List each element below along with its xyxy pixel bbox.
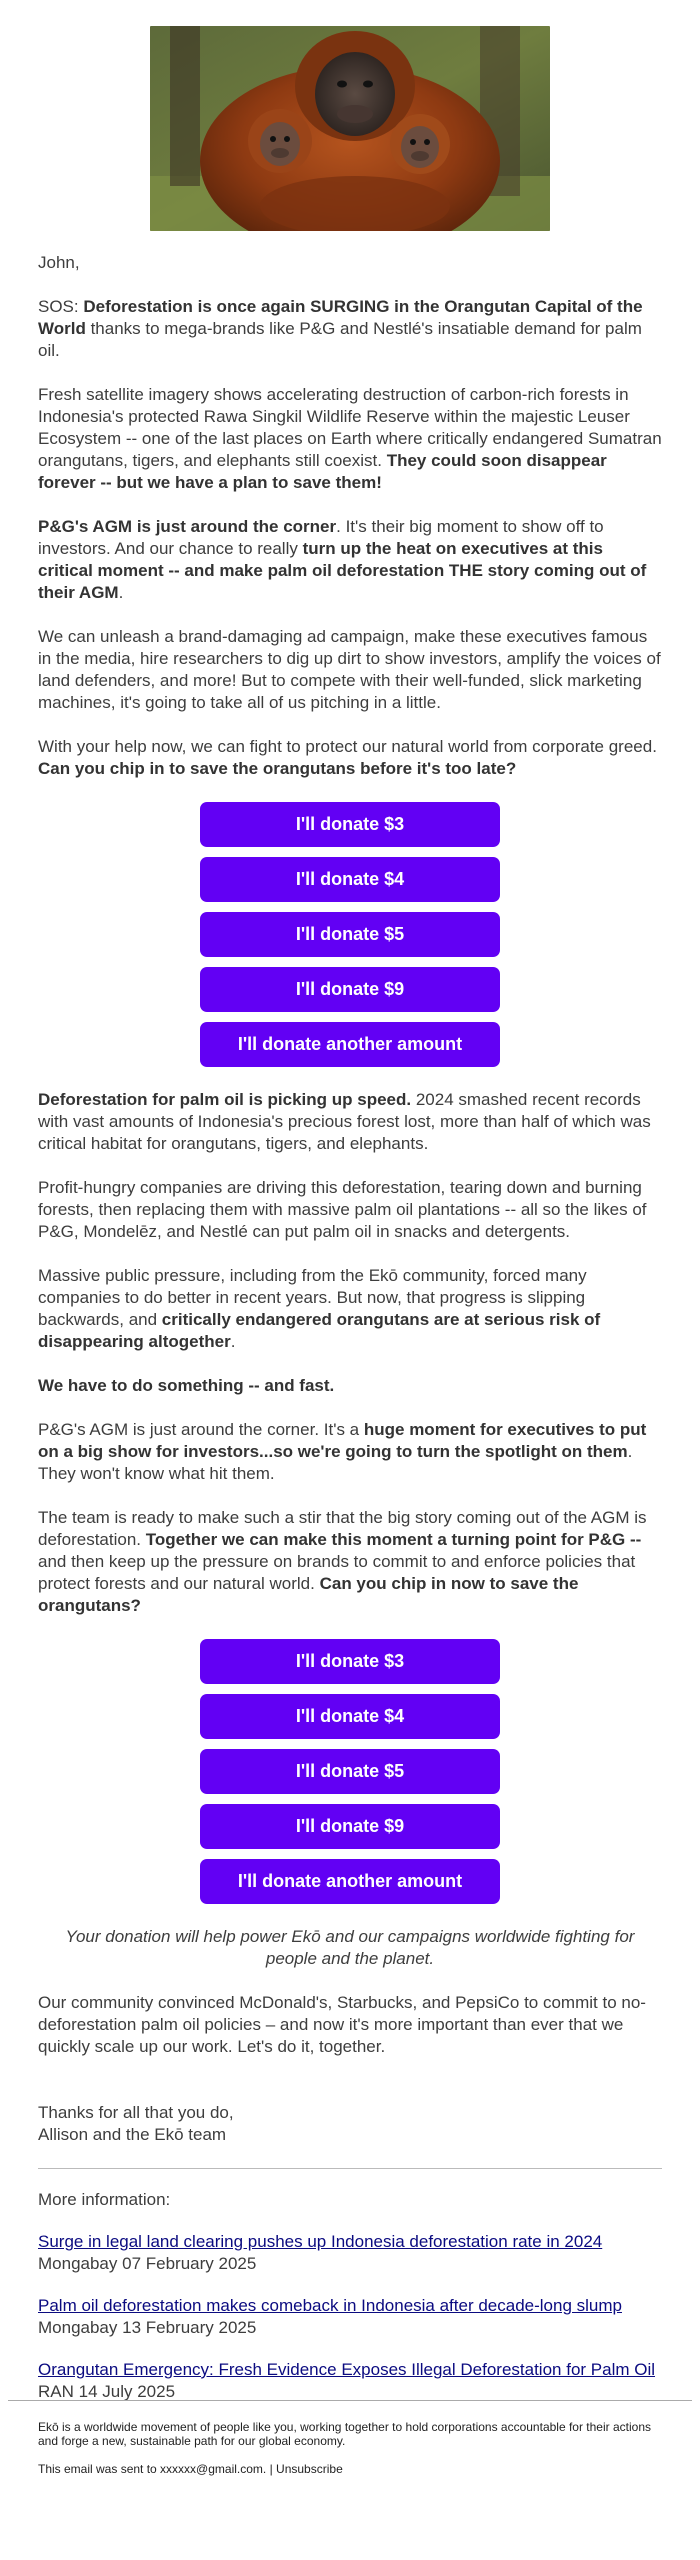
campaign-paragraph: We can unleash a brand-damaging ad campaign, make these executives famous in the media, hire researchers to dig up dirt to show investors, amplify the voices of land defenders, and more! But to compete with their well-funded, slick marketing machines, it's going to take all of us pitching in a little. — [38, 627, 661, 712]
donate-3-button[interactable]: I'll donate $3 — [200, 802, 500, 847]
donate-other-button[interactable]: I'll donate another amount — [200, 1022, 500, 1067]
donate-5-button[interactable]: I'll donate $5 — [200, 912, 500, 957]
donate-3-button[interactable]: I'll donate $3 — [200, 1639, 500, 1684]
more-info-heading: More information: — [38, 2190, 171, 2209]
pressure-text-2: . — [230, 1332, 236, 1351]
donate-5-button[interactable]: I'll donate $5 — [200, 1749, 500, 1794]
signoff-line-2: Allison and the Ekō team — [38, 2125, 227, 2144]
hero-image — [150, 26, 550, 231]
greeting: John, — [38, 253, 80, 272]
footer — [38, 2420, 662, 2490]
agm-text: . It's their big moment to show off to investors. And our chance to really — [38, 517, 604, 558]
signoff-line-1: Thanks for all that you do, — [38, 2103, 234, 2122]
reference-link-3[interactable]: Orangutan Emergency: Fresh Evidence Exposes Illegal Deforestation for Palm Oil — [38, 2360, 656, 2379]
donate-other-button[interactable]: I'll donate another amount — [200, 1859, 500, 1904]
agm-bold-2: turn up the heat on executives at this critical moment -- and make palm oil deforestation THE story coming out of their AGM — [38, 539, 647, 602]
donate-buttons-1 — [38, 802, 662, 1067]
intro-text: SOS: — [38, 297, 84, 316]
satellite-paragraph — [38, 384, 662, 494]
reference-source-3: RAN 14 July 2025 — [38, 2382, 176, 2401]
speed-bold: Deforestation for palm oil is picking up speed. — [38, 1090, 412, 1109]
donate-4-button[interactable]: I'll donate $4 — [200, 857, 500, 902]
email-body — [38, 252, 662, 2425]
donation-note: Your donation will help power Ekō and our campaigns worldwide fighting for people and the planet. — [65, 1927, 635, 1968]
footer-email: xxxxxx@gmail.com — [160, 2462, 263, 2476]
ask-text: With your help now, we can fight to protect our natural world from corporate greed. — [38, 737, 657, 756]
intro-text-2: thanks to mega-brands like P&G and Nestlé's insatiable demand for palm oil. — [38, 319, 642, 360]
team-text: The team is ready to make such a stir that the big story coming out of the AGM is deforestation. — [38, 1508, 647, 1549]
ask-paragraph — [38, 736, 662, 780]
footer-sent-prefix: This email was sent to — [38, 2462, 161, 2476]
spotlight-text-2: . They won't know what hit them. — [38, 1442, 633, 1483]
team-paragraph — [38, 1507, 662, 1617]
footer-separator: . | — [262, 2462, 277, 2476]
speed-paragraph — [38, 1089, 662, 1155]
agm-bold: P&G's AGM is just around the corner — [38, 517, 337, 536]
intro-bold: Deforestation is once again SURGING in the Orangutan Capital of the World — [38, 297, 643, 338]
donate-buttons-2 — [38, 1639, 662, 1904]
pressure-text: Massive public pressure, including from the Ekō community, forced many companies to do better in recent years. But now, that progress is slipping backwards, and — [38, 1266, 587, 1329]
divider — [38, 2168, 662, 2169]
ask-bold: Can you chip in to save the orangutans before it's too late? — [38, 759, 517, 778]
reference-item-3 — [38, 2359, 662, 2403]
donate-9-button[interactable]: I'll donate $9 — [200, 967, 500, 1012]
reference-link-1[interactable]: Surge in legal land clearing pushes up Indonesia deforestation rate in 2024 — [38, 2232, 603, 2251]
pressure-paragraph — [38, 1265, 662, 1353]
orangutan-photo — [150, 26, 550, 231]
companies-paragraph: Profit-hungry companies are driving this deforestation, tearing down and burning forests, then replacing them with massive palm oil plantations -- all so the likes of P&G, Mondelēz, and Nestlé can put palm oil in snacks and detergents. — [38, 1178, 647, 1241]
pressure-bold: critically endangered orangutans are at serious risk of disappearing altogether — [38, 1310, 601, 1351]
spotlight-paragraph — [38, 1419, 662, 1485]
satellite-bold: They could soon disappear forever -- but we have a plan to save them! — [38, 451, 607, 492]
unsubscribe-link[interactable]: Unsubscribe — [276, 2462, 343, 2476]
donate-9-button[interactable]: I'll donate $9 — [200, 1804, 500, 1849]
agm-paragraph — [38, 516, 662, 604]
reference-item-2 — [38, 2295, 662, 2339]
reference-source-2: Mongabay 13 February 2025 — [38, 2318, 257, 2337]
footer-divider — [8, 2400, 692, 2401]
team-bold: Together we can make this moment a turning point for P&G -- — [145, 1530, 642, 1549]
footer-about: Ekō is a worldwide movement of people like you, working together to hold corporations accountable for their actions and forge a new, sustainable path for our global economy. — [38, 2420, 652, 2448]
reference-link-2[interactable]: Palm oil deforestation makes comeback in Indonesia after decade-long slump — [38, 2296, 622, 2315]
urgent-paragraph — [38, 1375, 662, 1397]
donate-4-button[interactable]: I'll donate $4 — [200, 1694, 500, 1739]
speed-text: 2024 smashed recent records with vast amounts of Indonesia's precious forest lost, more than half of which was critical habitat for orangutans, tigers, and elephants. — [38, 1090, 651, 1153]
spotlight-text: P&G's AGM is just around the corner. It's a — [38, 1420, 364, 1439]
agm-text-2: . — [118, 583, 124, 602]
team-text-2: and then keep up the pressure on brands to commit to and enforce policies that protect forests and our natural world. — [38, 1552, 636, 1593]
community-paragraph: Our community convinced McDonald's, Starbucks, and PepsiCo to commit to no-deforestation palm oil policies – and now it's more important than ever that we quickly scale up our work. Let's do it, together. — [38, 1993, 646, 2056]
reference-source-1: Mongabay 07 February 2025 — [38, 2254, 257, 2273]
footer-sent — [38, 2462, 662, 2476]
intro-paragraph — [38, 296, 662, 362]
signoff — [38, 2102, 662, 2146]
satellite-text: Fresh satellite imagery shows accelerating destruction of carbon-rich forests in Indonesia's protected Rawa Singkil Wildlife Reserve within the majestic Leuser Ecosystem -- one of the last places on Earth where critically endangered Sumatran orangutans, tigers, and elephants still coexist. — [38, 385, 662, 470]
reference-item-1 — [38, 2231, 662, 2275]
team-bold-2: Can you chip in now to save the orangutans? — [38, 1574, 579, 1615]
spotlight-bold: huge moment for executives to put on a big show for investors...so we're going to turn the spotlight on them — [38, 1420, 647, 1461]
urgent-bold: We have to do something -- and fast. — [38, 1376, 335, 1395]
